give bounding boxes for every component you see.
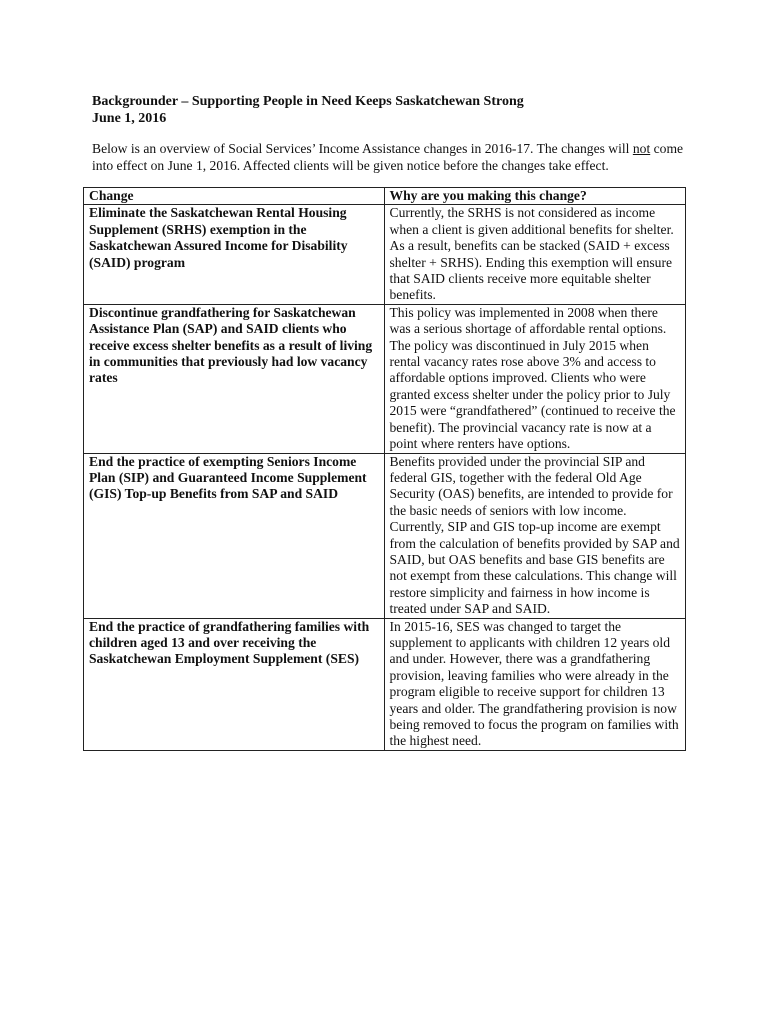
header-change: Change — [84, 188, 385, 205]
change-cell: End the practice of exempting Seniors Income Plan (SIP) and Guaranteed Income Supplement (GIS) Top-up Benefits from SAP and SAID — [84, 453, 385, 618]
why-cell: Benefits provided under the provincial SIP and federal GIS, together with the federal Old Age Security (OAS) benefits, are intended to provide for the basic needs of seniors with low income. Currently, SIP and GIS top-up income are exempt from the calculation of benefits provided by SAP and SAID, but OAS benefits and base GIS benefits are not exempt from these calculations. This change will restore simplicity and fairness in how income is treated under SAP and SAID. — [384, 453, 686, 618]
table-row — [84, 205, 686, 304]
intro-emphasis-not: not — [632, 141, 651, 156]
intro-text-start: Below is an overview of Social Services’ Income Assistance changes in 2016-17. The changes will — [92, 141, 633, 156]
change-cell: Eliminate the Saskatchewan Rental Housing Supplement (SRHS) exemption in the Saskatchewan Assured Income for Disability (SAID) program — [84, 205, 385, 304]
change-cell: Discontinue grandfathering for Saskatchewan Assistance Plan (SAP) and SAID clients who receive excess shelter benefits as a result of living in communities that previously had low vacancy rates — [84, 304, 385, 453]
why-cell: Currently, the SRHS is not considered as income when a client is given additional benefits for shelter. As a result, benefits can be stacked (SAID + excess shelter + SRHS). Ending this exemption will ensure that SAID clients receive more equitable shelter benefits. — [384, 205, 686, 304]
table-header-row — [84, 188, 686, 205]
why-cell: In 2015-16, SES was changed to target the supplement to applicants with children 12 years old and under. However, there was a grandfathering provision, leaving families who were already in the program eligible to receive support for children 13 years and older. The grandfathering provision is now being removed to focus the program on families with the highest need. — [384, 618, 686, 750]
table-row — [84, 304, 686, 453]
title-heading: Backgrounder – Supporting People in Need Keeps Saskatchewan Strong — [92, 94, 524, 109]
change-cell: End the practice of grandfathering families with children aged 13 and over receiving the Saskatchewan Employment Supplement (SES) — [84, 618, 385, 750]
title-date: June 1, 2016 — [92, 111, 167, 126]
changes-table — [83, 187, 686, 751]
intro-text-end: come into effect on June 1, 2016. Affected clients will be given notice before the changes take effect. — [92, 141, 684, 173]
header-why: Why are you making this change? — [384, 188, 686, 205]
why-cell: This policy was implemented in 2008 when there was a serious shortage of affordable rental options. The policy was discontinued in July 2015 when rental vacancy rates rose above 3% and access to affordable options improved. Clients who were granted excess shelter under the policy prior to July 2015 were “grandfathered” (continued to receive the benefit). The provincial vacancy rate is now at a point where renters have options. — [384, 304, 686, 453]
document-title — [92, 93, 524, 127]
intro-paragraph — [92, 140, 692, 174]
table-row — [84, 618, 686, 750]
table-row — [84, 453, 686, 618]
